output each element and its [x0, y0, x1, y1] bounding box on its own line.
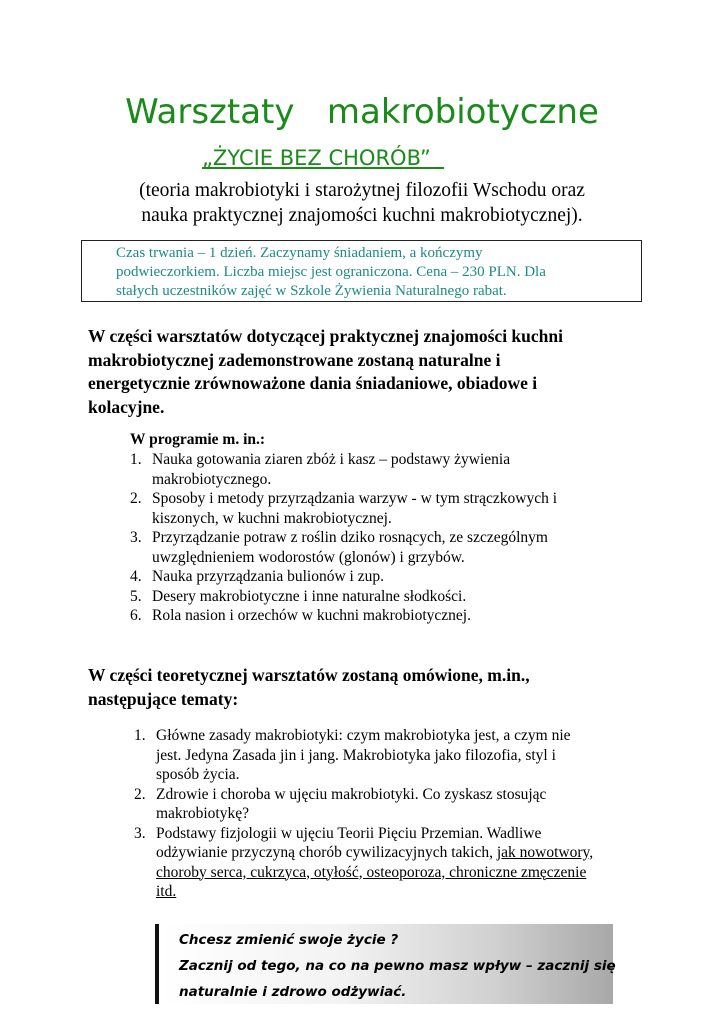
- list-item: [134, 726, 654, 785]
- info-line: stałych uczestników zajęć w Szkole Żywienia Naturalnego rabat.: [116, 283, 507, 299]
- item-text: Podstawy fizjologii w ujęciu Teorii Pięciu Przemian. Wadliwe: [156, 824, 542, 842]
- info-line: Czas trwania – 1 dzień. Zaczynamy śniadaniem, a kończymy: [116, 245, 483, 261]
- item-text: uwzględnieniem wodorostów (glonów) i grzybów.: [152, 548, 465, 566]
- lead-line: energetycznie zrównoważone dania śniadaniowe, obiadowe i: [88, 373, 538, 393]
- list-item: [134, 824, 654, 902]
- item-text: makrobiotycznego.: [152, 470, 272, 488]
- callout-box: [155, 924, 616, 1004]
- item-number: 2.: [130, 490, 142, 507]
- lead-line: W części teoretycznej warsztatów zostaną omówione, m.in.,: [88, 665, 530, 685]
- item-number: 2.: [134, 785, 146, 803]
- item-text: Rola nasion i orzechów w kuchni makrobiotycznej.: [152, 607, 471, 624]
- item-text: Nauka przyrządzania bulionów i zup.: [152, 568, 384, 585]
- item-number: 3.: [130, 529, 142, 546]
- info-box: [81, 240, 642, 302]
- intro-text: [0, 178, 724, 228]
- item-text: Sposoby i metody przyrządzania warzyw - w tym strączkowych i: [152, 490, 558, 507]
- theory-topics-list: [134, 726, 654, 902]
- item-text: Desery makrobiotyczne i inne naturalne słodkości.: [152, 587, 467, 605]
- item-text-underlined: jak nowotwory,: [496, 844, 594, 861]
- lead-line: makrobiotycznej zademonstrowane zostaną naturalne i: [88, 349, 501, 370]
- item-text-plain: odżywianie przyczyną chorób cywilizacyjnych takich,: [156, 844, 497, 861]
- item-number: 4.: [130, 568, 142, 585]
- item-number: 3.: [134, 824, 146, 842]
- info-line: podwieczorkiem. Liczba miejsc jest ograniczona. Cena – 230 PLN. Dla: [116, 264, 546, 280]
- lead-line: W części warsztatów dotyczącej praktycznej znajomości kuchni: [88, 326, 563, 346]
- list-item: [130, 587, 650, 607]
- callout-line: Zacznij od tego, na co na pewno masz wpływ – zacznij się: [179, 958, 616, 974]
- item-text: Zdrowie i choroba w ujęciu makrobiotyki. Co zyskasz stosując: [156, 785, 547, 803]
- list-item: [130, 567, 650, 587]
- item-text-underlined: choroby serca, cukrzyca, otyłość, osteoporoza, chroniczne zmęczenie: [156, 863, 587, 881]
- theory-lead: [88, 664, 648, 711]
- item-text: jest. Jedyna Zasada jin i jang. Makrobiotyka jako filozofia, styl i: [156, 746, 556, 764]
- list-item: [130, 528, 650, 567]
- lead-line: kolacyjne.: [88, 396, 165, 417]
- callout-line: naturalnie i zdrowo odżywiać.: [179, 984, 407, 1000]
- item-text: Nauka gotowania ziaren zbóż i kasz – podstawy żywienia: [152, 451, 511, 468]
- list-item: [134, 785, 654, 824]
- item-text: sposób życia.: [156, 766, 240, 783]
- item-text: [156, 843, 654, 863]
- page-title: Warsztaty makrobiotyczne: [125, 92, 599, 132]
- list-item: [130, 606, 650, 626]
- item-text-underlined: itd.: [156, 883, 177, 900]
- item-number: 6.: [130, 607, 142, 624]
- program-heading: W programie m. in.:: [130, 431, 266, 448]
- item-text: kiszonych, w kuchni makrobiotycznej.: [152, 509, 392, 527]
- item-number: 1.: [130, 451, 142, 468]
- item-number: 5.: [130, 587, 142, 605]
- item-text: Przyrządzanie potraw z roślin dziko rosnących, ze szczególnym: [152, 529, 548, 546]
- practical-program-list: [130, 450, 650, 626]
- intro-line: nauka praktycznej znajomości kuchni makrobiotycznej).: [141, 205, 583, 226]
- list-item: [130, 489, 650, 528]
- callout-line: Chcesz zmienić swoje życie ?: [179, 932, 399, 948]
- item-number: 1.: [134, 727, 146, 744]
- item-text: Główne zasady makrobiotyki: czym makrobiotyka jest, a czym nie: [156, 727, 571, 744]
- intro-line: (teoria makrobiotyki i starożytnej filozofii Wschodu oraz: [139, 180, 585, 201]
- page-subtitle: „ŻYCIE BEZ CHORÓB”: [202, 146, 445, 170]
- practical-lead: [88, 325, 648, 419]
- item-text: makrobiotykę?: [156, 805, 249, 822]
- list-item: [130, 450, 650, 489]
- lead-line: następujące tematy:: [88, 688, 239, 709]
